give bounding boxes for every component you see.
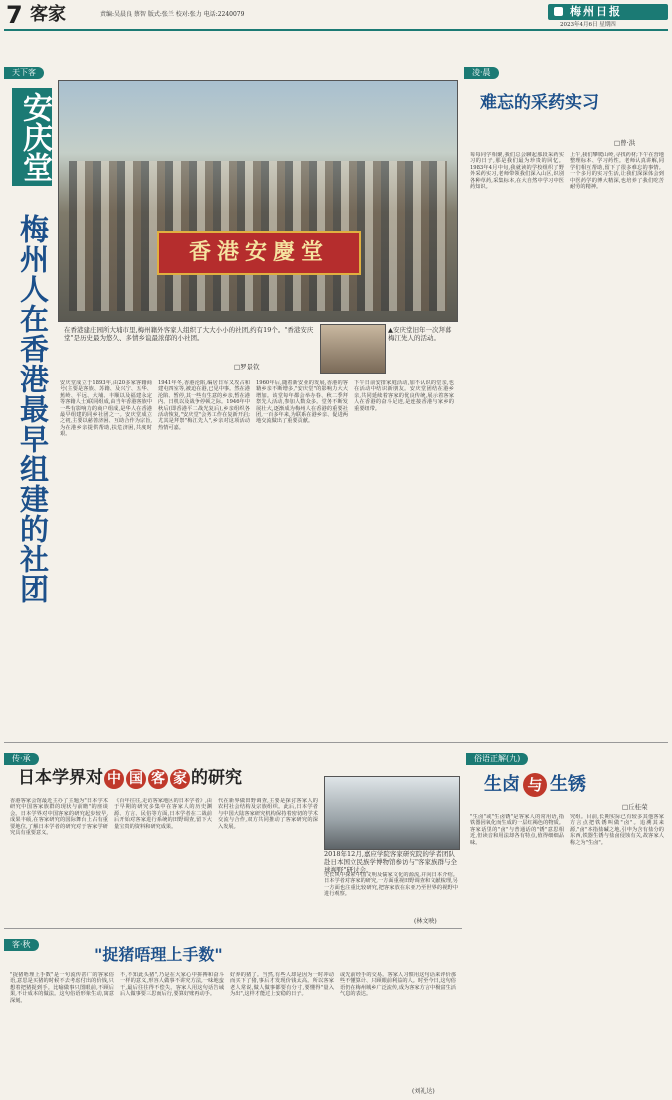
page-header [0,0,672,30]
story-pig-saying [4,932,462,1098]
photo-caption: 在香港建庄园所大埔市里,梅州籍外客家人组织了大大小小的社团,约有19个。"香港安庆堂"是历史最为悠久、多情乡谊最浓郁的小社团。 [64,326,314,342]
divider-low [4,928,462,929]
masthead-title: 梅州日报 [570,5,622,18]
inset-photo [320,324,386,374]
story4-title-pre: 生卤 [484,774,520,795]
story5-col1: "捉猪唔理上手数"是一句流传甚广的客家俗语,意思是买猪的时候不去考虑付出的价钱,只想着把猪捉到手。比喻做事只图眼前,不顾后果,不计成本的做法。这句俗语形象生动,寓意深刻。 [10,972,114,1004]
divider-mid [4,742,668,743]
story3-title-highlight [103,768,191,788]
story5-col2: 不,不知此头猪",乃是在大家心中拼搏和奋斗一样的意义,形容人做事不讲究方法,一味地蛮干,最后往往得不偿失。客家人用这句话告诫后人做事要三思而后行,要算好账再动手。 [120,972,224,998]
story3-col3: 代在新界做田野调查,主要是探讨客家人的农村社会结构及宗族组织。此后,日本学者与中国大陆客家研究机构保持着密切的学术交流与合作,双方共同推动了客家研究的深入发展。 [218,798,318,830]
story5-col3: 好养的猪了。当然,有些人却是因为一时冲动而买下了猪,事后才发现价钱太高。所以客家老人常说,做人做事都要有分寸,要懂得"量入为出",这样才能过上安稳的日子。 [230,972,334,998]
story4-col1: "生卤"或"生卤锈"是客家人的常用语,指铁器因氧化而生成的一层红褐色的物质。客家话里的"卤"与普通话的"锈"意思相近,但读音和用法却各有特点,值得细细品味。 [470,814,564,846]
header-rule [4,29,668,31]
section-tag-keqiu: 客·秋 [4,932,39,944]
story3-col1: 香港客家会馆最近主办了主题为"日本学术研究中国客家族群的现状与前瞻"的座谈会。日本学界对中国客家的研究起步较早,成果丰硕,在客家研究的国际舞台上占有重要地位,了解日本学者的研究对于客家学研究具有重要意义。 [10,798,108,837]
editors-line: 责编:吴晨良 蔡智 版式:张兰 校对:张力 电话:2240079 [100,11,245,18]
story2-col2: 上午,我们攀爬山岭,寻找药材;下午在营地整理标本、学习药性。老师认真讲解,同学们相互帮助,留下了很多难忘的事情。一个多月的实习生活,让我们深深体会到中医药学的博大精深,也培养了我们吃苦耐劳的精神。 [570,152,664,191]
story3-title-char: 国 [126,769,146,789]
section-tag-chuancheng: 传·承 [4,746,39,758]
title-subtitle: 梅州人在香港最早组建的社团 [16,214,50,604]
masthead-box [548,4,668,20]
story3-title-char: 客 [148,769,168,789]
story3-title-pre: 日本学界对 [18,768,103,788]
section-name: 客家 [30,4,66,25]
story-anqing-hall [4,60,460,740]
story3-title [18,766,242,790]
story4-author: □丘桂荣 [622,803,648,811]
section-tag-tianxiake: 天下客 [4,60,44,72]
story3-col4: 史长风中探索中国文明及儒家文化的源流,并向日本介绍。日本学者对客家的研究,一方面重视田野调查和文献梳理,另一方面也注重比较研究,把客家放在东亚乃至世界的视野中进行观察。 [324,872,458,898]
hall-sign [157,231,361,275]
section-tag-suyu: 俗语正解(九) [466,746,528,758]
section-tag-lingchen: 凌·晨 [464,60,499,72]
story2-title: 难忘的采药实习 [480,93,599,113]
story3-title-char: 中 [104,769,124,789]
story1-col3: 1960年后,随着新安业的发展,香港的客籍乡亲不断增多,"安庆堂"的影响力大大增加。该堂每年都会举办春、秋二季拜祭先人活动,参加人数众多。堂务不断发展壮大,逐渐成为梅州人在香港的重要社团,一百多年来,为联系在港乡亲、促进两地交流做出了重要贡献。 [256,380,348,425]
title-highlight: 安庆堂 [12,88,52,186]
inset-caption: ▲安庆堂旧年一次拜暮梅江先人的活动。 [388,326,452,342]
story5-title: "捉猪唔理上手数" [94,945,223,964]
story-herb-internship [464,60,668,740]
story3-col2: 《百年往往,走访客家地区的日本学者》,由于早期的研究多集中在客家人的历史渊源、方言、民俗等方面,日本学者在二战前后开始对客家进行系统的田野调查,留下大量宝贵的资料和研究成果。 [114,798,212,830]
story1-col4: 下午日前安排家庭活动,加不认识的堂亲,也在活动中结识新朋友。安庆堂团结在港乡亲,共同延续着客家的优良传统,展示着客家人在香港的奋斗足迹,是连接香港与家乡的重要纽带。 [354,380,454,412]
story-rust [466,746,668,1098]
seminar-photo [324,776,460,850]
story4-title [484,772,586,798]
hall-sign-text: 香港安慶堂 [188,239,329,265]
masthead-icon [554,7,563,16]
story4-col2: 究组。目前,长期实际已有较多其他客家方言点把铁锈叫做"卤"。追溯其来源,"卤"本指盐碱之地,引申为含有盐分的东西,铁器生锈与盐卤侵蚀有关,故客家人称之为"生卤"。 [570,814,664,846]
story3-title-char: 家 [170,769,190,789]
story2-author: □曾·洪 [614,139,636,147]
group-photo [58,80,458,322]
story4-title-mid: 与 [523,773,547,797]
story5-col4: 或先前经手的交易。客家人习惯用这句话来评价那些不懂算计、只顾眼前利益的人。时至今日,这句俗语仍在梅州城乡广泛流传,成为客家方言中极富生活气息的表达。 [340,972,456,998]
seminar-caption: 2018年12月,嘉应学院客家研究院的学者团队赴日本国立民族学博物馆参访与"客家族群与全球视野"研讨会。 [324,850,457,874]
issue-date: 2023年4月6日 星期四 [560,22,616,28]
story2-col1: 每每同学相聚,我们总会聊起那段采药实习的日子,那是我们最为珍贵的回忆。1983年4月中旬,我就读的学校组织了野外采药实习,老师带领我们深入山区,识别各种草药,采集标本,在大自然中学习中医药知识。 [470,152,564,191]
story1-col1: 安庆堂成立于1893年,由20多家客籍商号(主要是客族、苏籍、及兴宁、五华、蕉岭、平远、大埔、丰顺以及福建永定等客籍人士)联同组成,由当年香港客族中一些有影响力的商户组成,是华人在香港最早组建的同乡社团之一。安庆堂成立之初,主要以慈善济困、互助合作为宗旨,为在港乡亲提供帮助,扶危济困,共度时艰。 [60,380,152,438]
page-number: 7 [6,1,23,29]
vertical-title [10,88,54,738]
story-japan-research [4,746,462,926]
story4-title-post: 生锈 [550,774,586,795]
story3-author: (林文映) [414,918,437,925]
story1-col2: 1941年冬,香港沦陷,编居日军又攻占和建屯四室等,被迫在港,已见中事。然在港沦陷、暂停,其一些有生意的乡亲,暂在港内、日机以及战争停顿之际。1946年中秋后(即香港平二战光复后),乡亲组织各活动恢复,"安庆堂"会务工作在复新开启;尤其是拜祭"梅江先人",乡亲对这项活动热情可嘉。 [158,380,250,431]
story5-author: (刘礼达) [412,1088,435,1095]
photo-credit: □罗景钦 [234,363,260,371]
story3-title-post: 的研究 [191,768,242,788]
